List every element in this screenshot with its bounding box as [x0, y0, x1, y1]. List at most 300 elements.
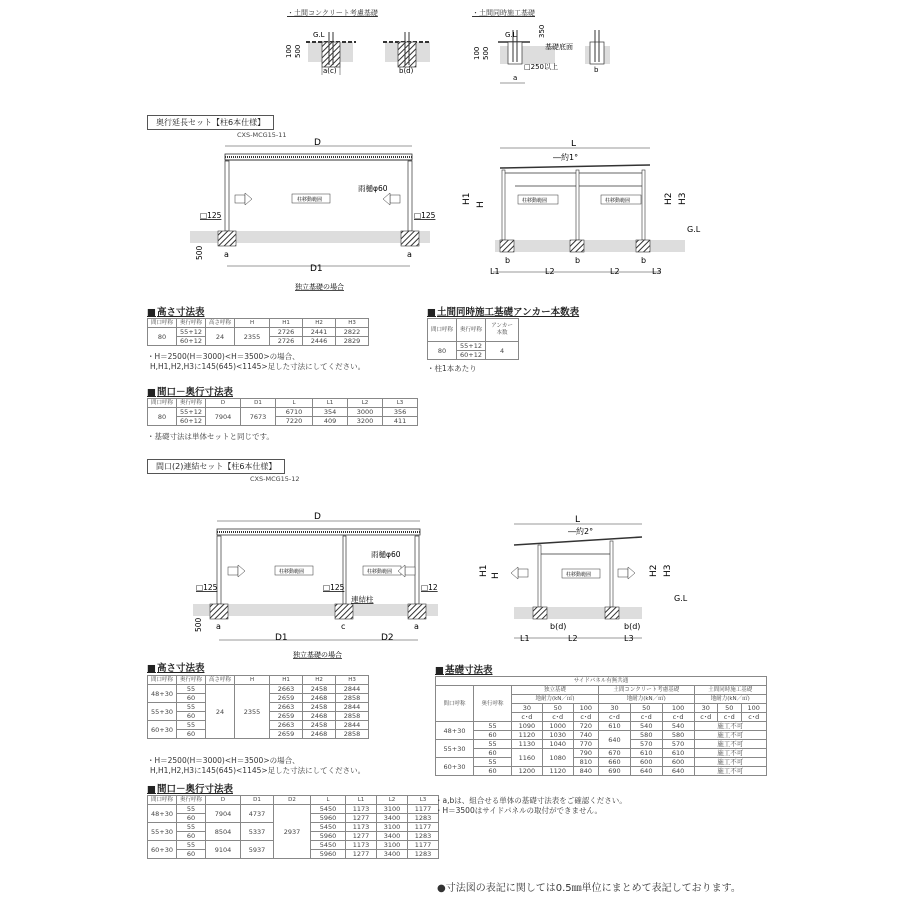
cell: 2468: [303, 712, 336, 721]
foundation-detail-drawings: [280, 20, 620, 90]
cell: 60+12: [177, 417, 206, 426]
not-possible-cell: 施工不可: [694, 749, 767, 758]
col-header: D2: [274, 796, 311, 805]
col-header: H1: [270, 319, 303, 328]
unit: c･d: [662, 713, 694, 722]
cell: 80: [148, 408, 177, 426]
cell: 7904: [206, 408, 241, 426]
col-header: H: [235, 676, 270, 685]
cell: 60: [177, 850, 206, 859]
cell: 60: [473, 767, 511, 776]
not-possible-cell: 施工不可: [694, 767, 767, 776]
set1-front-elevation: [190, 138, 440, 298]
cell: 2858: [336, 730, 369, 739]
svg-text:a: a: [414, 622, 419, 631]
svg-text:基礎底面: 基礎底面: [545, 43, 573, 51]
table-row: [436, 749, 767, 758]
cell: 2458: [303, 721, 336, 730]
foundation-table: [435, 676, 767, 776]
cell: 610: [599, 722, 631, 731]
cell: 1120: [511, 731, 542, 740]
col-header: L2: [377, 796, 408, 805]
unit: c･d: [599, 713, 631, 722]
cell: 2659: [270, 694, 303, 703]
svg-text:D2: D2: [381, 633, 394, 643]
cell: 5450: [311, 805, 346, 814]
svg-text:独立基礎の場合: 独立基礎の場合: [293, 651, 342, 659]
cell: 60+30: [436, 758, 474, 776]
cell: 60: [177, 712, 206, 721]
col-header: H1: [270, 676, 303, 685]
cell: 1000: [542, 722, 573, 731]
anchor-note: ・柱1本あたり: [427, 364, 477, 373]
col-header: 奥行呼称: [473, 686, 511, 722]
table-row: [428, 342, 519, 351]
cell: 660: [599, 758, 631, 767]
cell: 60+12: [457, 351, 486, 360]
svg-text:500: 500: [294, 44, 302, 58]
cell: 610: [630, 749, 662, 758]
cell: 60+30: [148, 721, 177, 739]
col-header: D: [206, 796, 241, 805]
col-header: 奥行呼称: [177, 676, 206, 685]
foundation-note-1: ・a,bは、組合せる単体の基礎寸法表をご確認ください。: [435, 796, 627, 805]
svg-text:L2: L2: [545, 267, 555, 276]
col-header: 奥行呼称: [177, 319, 206, 328]
unit: c･d: [511, 713, 542, 722]
cell: 1080: [542, 749, 573, 767]
svg-text:D: D: [314, 512, 321, 522]
unit: c･d: [741, 713, 767, 722]
svg-text:柱移動範囲: 柱移動範囲: [297, 197, 323, 203]
cell: 48+30: [148, 685, 177, 703]
type-header: 独立基礎: [511, 686, 598, 695]
svg-text:G.L: G.L: [313, 31, 325, 39]
cell: 5960: [311, 850, 346, 859]
svg-text:b(d): b(d): [624, 622, 641, 631]
set2-front-elevation: [193, 510, 443, 660]
cell: 810: [573, 758, 598, 767]
set1-height-note-2: H,H1,H2,H3に145(645)<1145>足した寸法にしてください。: [150, 362, 366, 371]
svg-text:500: 500: [194, 617, 203, 632]
cell: 60: [177, 832, 206, 841]
svg-text:b: b: [594, 66, 599, 74]
svg-text:G.L: G.L: [687, 225, 701, 234]
svg-text:H3: H3: [663, 564, 673, 577]
cap: 100: [662, 704, 694, 713]
cell: 7220: [276, 417, 313, 426]
cell: 1283: [408, 850, 439, 859]
detail-label-slab-foundation: ・土間コンクリート考慮基礎: [287, 9, 378, 17]
svg-text:連結柱: 連結柱: [351, 595, 374, 604]
type-header: 土間コンクリート考慮基礎: [599, 686, 694, 695]
cell: 1173: [346, 805, 377, 814]
cell: 1173: [346, 823, 377, 832]
set2-title: 間口(2)連結セット【柱6本仕様】: [147, 459, 285, 474]
svg-text:D1: D1: [275, 633, 288, 643]
cell: 409: [313, 417, 348, 426]
unit: c･d: [630, 713, 662, 722]
cell: 540: [662, 722, 694, 731]
cell: 640: [599, 731, 631, 749]
cell: 690: [599, 767, 631, 776]
bearing-header: 地耐力(kN／㎡): [694, 695, 767, 704]
svg-text:H: H: [476, 201, 486, 208]
cell: 55+30: [436, 740, 474, 758]
col-header: アンカー本数: [486, 319, 519, 342]
set1-height-note-1: ・H＝2500(H＝3000)<H＝3500>の場合、: [147, 352, 300, 361]
top-header: サイドパネル有無共通: [436, 677, 767, 686]
cell: 1120: [542, 767, 573, 776]
col-header: 奥行呼称: [457, 319, 486, 342]
col-header: D1: [241, 796, 274, 805]
cell: 2663: [270, 721, 303, 730]
col-header: L3: [383, 399, 418, 408]
cell: 3000: [348, 408, 383, 417]
col-header: 間口呼称: [148, 319, 177, 328]
cell: 5960: [311, 832, 346, 841]
cap: 50: [542, 704, 573, 713]
svg-text:□12: □12: [421, 583, 438, 592]
cell: 8504: [206, 823, 241, 841]
cell: 2355: [235, 685, 270, 739]
cell: 55+12: [177, 408, 206, 417]
cell: 2829: [336, 337, 369, 346]
col-header: H2: [303, 319, 336, 328]
unit: c･d: [694, 713, 718, 722]
cell: 4737: [241, 805, 274, 823]
cell: 840: [573, 767, 598, 776]
cap: 100: [573, 704, 598, 713]
dim-D: D: [314, 138, 321, 148]
table-row: [436, 758, 767, 767]
svg-text:―約2°: ―約2°: [568, 527, 594, 536]
col-header: 高さ呼称: [206, 676, 235, 685]
svg-text:雨樋φ60: 雨樋φ60: [371, 550, 401, 559]
cell: 670: [599, 749, 631, 758]
col-header: L: [311, 796, 346, 805]
cap: 30: [694, 704, 718, 713]
svg-text:L1: L1: [520, 634, 530, 643]
col-header: 奥行呼称: [177, 399, 206, 408]
cell: 2858: [336, 694, 369, 703]
cell: 770: [573, 740, 598, 749]
cell: 55+30: [148, 703, 177, 721]
col-header: 奥行呼称: [177, 796, 206, 805]
cell: 600: [630, 758, 662, 767]
cell: 2458: [303, 685, 336, 694]
cell: 55: [177, 721, 206, 730]
cell: 356: [383, 408, 418, 417]
svg-text:H1: H1: [479, 564, 489, 577]
cell: 1277: [346, 814, 377, 823]
svg-text:350: 350: [538, 24, 546, 38]
table-row: [436, 731, 767, 740]
set1-side-elevation: [455, 140, 715, 280]
cell: 2663: [270, 703, 303, 712]
type-header: 土間同時施工基礎: [694, 686, 767, 695]
cell: 1177: [408, 823, 439, 832]
cell: 48+30: [436, 722, 474, 740]
cell: 2468: [303, 694, 336, 703]
col-header: L3: [408, 796, 439, 805]
set2-size-table-title: ■ 間口－奥行寸法表: [147, 781, 233, 795]
cell: 55: [177, 805, 206, 814]
col-header: H3: [336, 676, 369, 685]
table-row: [148, 328, 369, 337]
cell: 55: [177, 841, 206, 850]
cell: 5337: [241, 823, 274, 841]
cell: 1283: [408, 814, 439, 823]
svg-text:L3: L3: [624, 634, 634, 643]
table-row: [148, 805, 439, 814]
cell: 640: [662, 767, 694, 776]
svg-text:□125: □125: [200, 211, 222, 220]
foundation-table-title: ■ 基礎寸法表: [435, 662, 493, 676]
cell: 60+12: [177, 337, 206, 346]
cell: 2458: [303, 703, 336, 712]
cell: 354: [313, 408, 348, 417]
svg-text:H3: H3: [678, 192, 688, 205]
cell: 55+12: [177, 328, 206, 337]
cell: 2441: [303, 328, 336, 337]
cell: 1177: [408, 805, 439, 814]
set1-size-table-title: ■ 間口－奥行寸法表: [147, 384, 233, 398]
cell: 55: [177, 823, 206, 832]
set2-height-note-1: ・H＝2500(H＝3000)<H＝3500>の場合、: [147, 756, 300, 765]
svg-text:柱移動範囲: 柱移動範囲: [605, 198, 631, 204]
cell: 580: [662, 731, 694, 740]
svg-text:100: 100: [285, 44, 293, 58]
cell: 60: [473, 731, 511, 740]
svg-text:H2: H2: [664, 192, 674, 205]
col-header: 間口呼称: [148, 399, 177, 408]
cell: 80: [428, 342, 457, 360]
cell: 7673: [241, 408, 276, 426]
cell: 2858: [336, 712, 369, 721]
set1-height-table-title: ■ 高さ寸法表: [147, 304, 205, 318]
table-row: [436, 722, 767, 731]
cell: 540: [630, 722, 662, 731]
svg-text:a: a: [216, 622, 221, 631]
table-row: [148, 408, 418, 417]
cell: 6710: [276, 408, 313, 417]
cell: 60: [177, 730, 206, 739]
col-header: 高さ呼称: [206, 319, 235, 328]
svg-text:L: L: [575, 515, 581, 525]
not-possible-cell: 施工不可: [694, 740, 767, 749]
set1-size-note: ・基礎寸法は単体セットと同じです。: [147, 432, 274, 441]
svg-text:独立基礎の場合: 独立基礎の場合: [295, 283, 344, 291]
cell: 2844: [336, 721, 369, 730]
cell: 55: [473, 758, 511, 767]
svg-text:雨樋φ60: 雨樋φ60: [358, 184, 388, 193]
svg-text:H2: H2: [649, 564, 659, 577]
cell: 60: [177, 694, 206, 703]
svg-text:c: c: [341, 622, 346, 631]
cell: 3100: [377, 805, 408, 814]
cell: 1277: [346, 832, 377, 841]
cell: 2468: [303, 730, 336, 739]
svg-text:柱移動範囲: 柱移動範囲: [279, 569, 305, 575]
col-header: 間口呼称: [148, 796, 177, 805]
cell: 5450: [311, 823, 346, 832]
cell: 2937: [274, 805, 311, 859]
unit: c･d: [542, 713, 573, 722]
cell: 2726: [270, 328, 303, 337]
cell: 2663: [270, 685, 303, 694]
col-header: 間口呼称: [148, 676, 177, 685]
svg-text:b: b: [505, 256, 511, 265]
cell: 580: [630, 731, 662, 740]
svg-text:b(d): b(d): [550, 622, 567, 631]
cell: 24: [206, 685, 235, 739]
cell: 2726: [270, 337, 303, 346]
cell: 2355: [235, 328, 270, 346]
cell: 3100: [377, 823, 408, 832]
table-row: [436, 767, 767, 776]
cell: 1173: [346, 841, 377, 850]
svg-text:L2: L2: [568, 634, 578, 643]
svg-text:柱移動範囲: 柱移動範囲: [367, 569, 393, 575]
cell: 740: [573, 731, 598, 740]
col-header: L1: [313, 399, 348, 408]
unit: c･d: [573, 713, 598, 722]
cap: 30: [511, 704, 542, 713]
cell: 1160: [511, 749, 542, 767]
cell: 55: [177, 685, 206, 694]
dim-a-c: a(c): [323, 67, 337, 75]
col-header: H: [235, 319, 270, 328]
svg-text:500: 500: [195, 245, 204, 260]
cell: 2844: [336, 685, 369, 694]
cell: 570: [662, 740, 694, 749]
cell: 55+30: [148, 823, 177, 841]
cell: 80: [148, 328, 177, 346]
svg-text:H: H: [491, 572, 501, 579]
anchor-table: [427, 318, 519, 360]
svg-text:D1: D1: [310, 264, 323, 274]
cell: 2822: [336, 328, 369, 337]
svg-text:―約1°: ―約1°: [553, 153, 579, 162]
cell: 570: [630, 740, 662, 749]
foundation-note-2: ・H＝3500はサイドパネルの取付ができません。: [435, 806, 603, 815]
svg-text:□250以上: □250以上: [524, 63, 558, 71]
not-possible-cell: 施工不可: [694, 731, 767, 740]
cell: 2844: [336, 703, 369, 712]
table-row: [148, 685, 369, 694]
cell: 2659: [270, 712, 303, 721]
svg-text:b(d): b(d): [399, 67, 414, 75]
cap: 50: [718, 704, 742, 713]
cell: 1200: [511, 767, 542, 776]
not-possible-cell: 施工不可: [694, 722, 767, 731]
set1-height-table: [147, 318, 369, 346]
cell: 55: [177, 703, 206, 712]
cell: 3400: [377, 832, 408, 841]
svg-text:□125: □125: [323, 583, 345, 592]
cell: 1090: [511, 722, 542, 731]
svg-text:500: 500: [482, 46, 490, 60]
cell: 790: [573, 749, 598, 758]
not-possible-cell: 施工不可: [694, 758, 767, 767]
svg-text:b: b: [641, 256, 647, 265]
cell: 60+30: [148, 841, 177, 859]
anchor-table-title: ■ 土間同時施工基礎アンカー本数表: [427, 304, 579, 318]
col-header: 間口呼称: [428, 319, 457, 342]
col-header: H3: [336, 319, 369, 328]
cell: 3100: [377, 841, 408, 850]
svg-text:100: 100: [473, 46, 481, 60]
set2-model-number: CXS-MCG15-12: [250, 475, 300, 483]
col-header: D: [206, 399, 241, 408]
cell: 48+30: [148, 805, 177, 823]
cell: 60: [473, 749, 511, 758]
svg-text:a: a: [224, 250, 229, 259]
bearing-header: 地耐力(kN／㎡): [599, 695, 694, 704]
svg-text:L: L: [571, 140, 577, 149]
cell: 411: [383, 417, 418, 426]
svg-text:柱移動範囲: 柱移動範囲: [566, 572, 592, 578]
col-header: L: [276, 399, 313, 408]
svg-text:G.L: G.L: [674, 594, 688, 603]
cell: 55: [473, 740, 511, 749]
cell: 60: [177, 814, 206, 823]
set2-side-elevation: [470, 515, 710, 645]
cell: 720: [573, 722, 598, 731]
svg-text:L2: L2: [610, 267, 620, 276]
svg-text:b: b: [575, 256, 581, 265]
cell: 7904: [206, 805, 241, 823]
col-header: H2: [303, 676, 336, 685]
cell: 5937: [241, 841, 274, 859]
svg-text:柱移動範囲: 柱移動範囲: [522, 198, 548, 204]
cell: 5450: [311, 841, 346, 850]
svg-text:a: a: [513, 74, 518, 82]
bearing-header: 地耐力(kN／㎡): [511, 695, 598, 704]
cell: 610: [662, 749, 694, 758]
cell: 55+12: [457, 342, 486, 351]
cell: 2446: [303, 337, 336, 346]
svg-text:a: a: [407, 250, 412, 259]
detail-label-simultaneous-foundation: ・土間同時施工基礎: [472, 9, 535, 17]
cell: 24: [206, 328, 235, 346]
col-header: 間口呼称: [436, 686, 474, 722]
set1-model-number: CXS-MCG15-11: [237, 131, 287, 139]
cell: 1277: [346, 850, 377, 859]
unit: c･d: [718, 713, 742, 722]
svg-text:G.L: G.L: [505, 31, 517, 39]
svg-text:L3: L3: [652, 267, 662, 276]
set2-height-note-2: H,H1,H2,H3に145(645)<1145>足した寸法にしてください。: [150, 766, 366, 775]
cell: 5960: [311, 814, 346, 823]
svg-text:H1: H1: [462, 192, 472, 205]
cell: 640: [630, 767, 662, 776]
cell: 4: [486, 342, 519, 360]
cell: 55: [473, 722, 511, 731]
cell: 9104: [206, 841, 241, 859]
set2-height-table-title: ■ 高さ寸法表: [147, 660, 205, 674]
cell: 1283: [408, 832, 439, 841]
cell: 3200: [348, 417, 383, 426]
svg-text:□125: □125: [414, 211, 436, 220]
cap: 100: [741, 704, 767, 713]
set1-title: 奥行延長セット【柱6本仕様】: [147, 115, 274, 130]
svg-text:□125: □125: [196, 583, 218, 592]
cell: 2659: [270, 730, 303, 739]
cap: 50: [630, 704, 662, 713]
cell: 1177: [408, 841, 439, 850]
